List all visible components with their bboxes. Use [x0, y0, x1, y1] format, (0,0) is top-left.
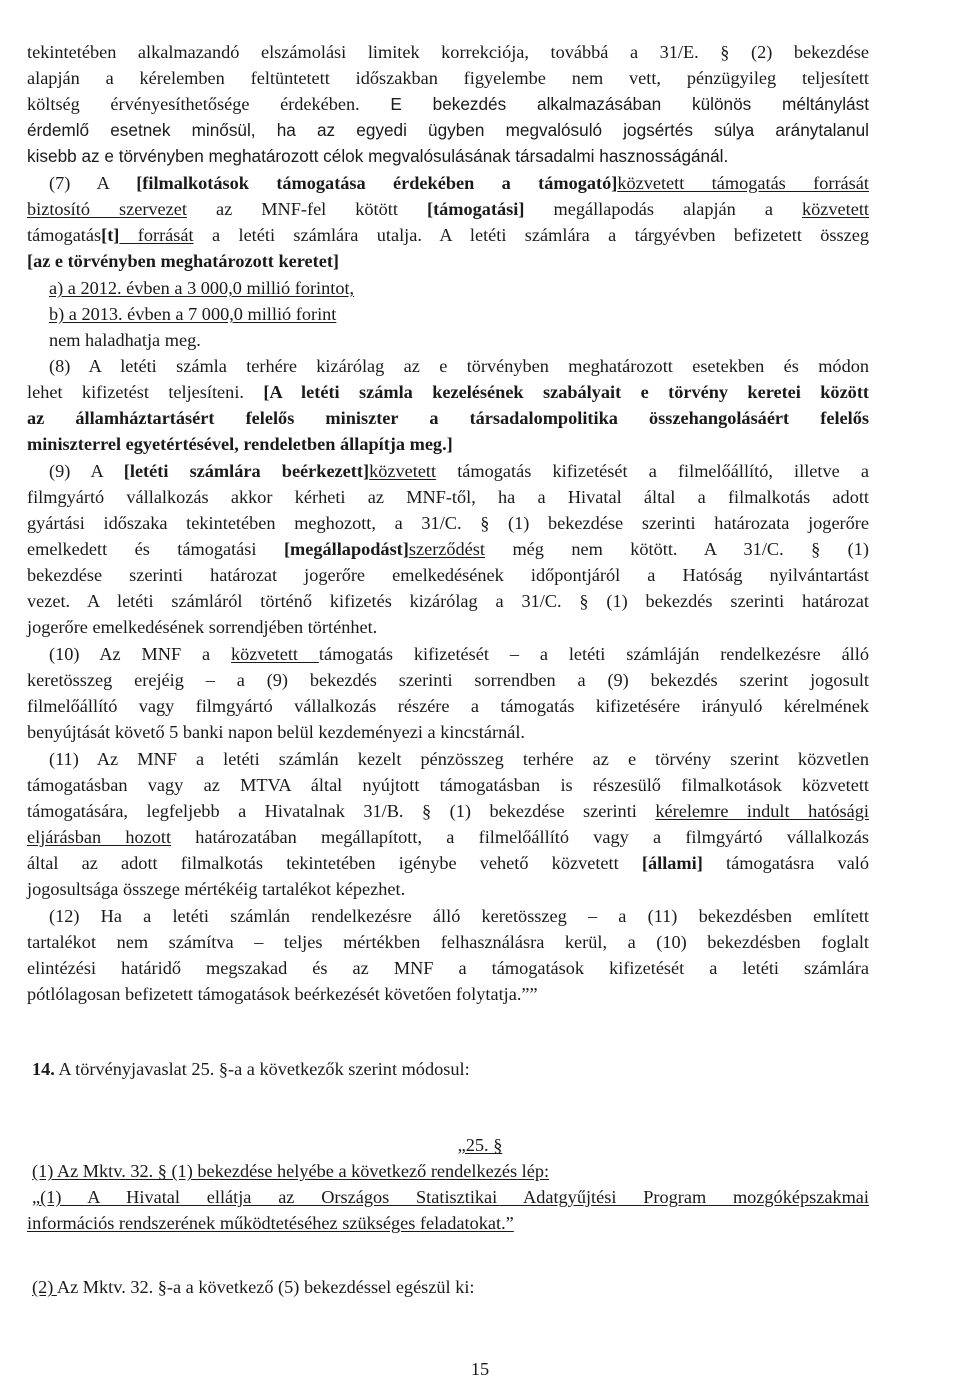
text-line [27, 851, 869, 875]
deleted-text-line: az államháztartásért felelős miniszter a társadalompolitika összehangolásáért felelős [27, 408, 869, 428]
text-line [27, 537, 869, 561]
text-line [27, 197, 869, 221]
text-span: támogatásra való [726, 853, 869, 873]
text-line: filmgyártó vállalkozás akkor kérheti az MNF-től, ha a Hivatal által a filmalkotás adott [27, 487, 869, 507]
text-span: támogatás [27, 225, 102, 245]
paragraph-12-start: (12) Ha a letéti számlán rendelkezésre álló keretösszeg – a (11) bekezdésben említett [49, 906, 869, 926]
text-line [27, 825, 869, 849]
text-span: emelkedett és támogatási [27, 539, 257, 559]
text-span: támogatására, legfeljebb a Hivatalnak 31/B. § (1) bekezdése szerinti [27, 801, 637, 821]
text-line: gyártási időszaka tekintetében meghozott, a 31/C. § (1) bekezdése szerinti határozata jogerőre [27, 513, 869, 533]
text-line: támogatásban vagy az MTVA által nyújtott támogatásban is részesülő filmalkotások közvetett [27, 775, 869, 795]
inserted-text-line: érdemlő esetnek minősül, ha az egyedi ügyben megvalósuló jogsértés súlya aránytalanul [27, 120, 869, 140]
section-heading [0, 1133, 960, 1157]
text-span: (7) A [49, 173, 109, 193]
deleted-text: [letéti számlára beérkezett] [123, 461, 370, 481]
text-line: nem haladhatja meg. [49, 330, 201, 350]
text-line: tartalékot nem számítva – teljes mértékben felhasználásra kerül, a (10) bekezdésben foglalt [27, 932, 869, 952]
text-line: bekezdése szerinti határozat jogerőre emelkedésének időpontjáról a Hatóság nyilvántartást [27, 565, 869, 585]
inserted-text: „25. § [457, 1135, 503, 1155]
text-line: vezet. A letéti számláról történő kifizetés kizárólag a 31/C. § (1) bekezdés szerinti határozat [27, 591, 869, 611]
text-span: az MNF-fel kötött [216, 199, 398, 219]
inserted-text: közvetett támogatás forrását [617, 173, 869, 193]
text-span: Az Mktv. 32. §-a a következő (5) bekezdéssel egészül ki: [56, 1277, 475, 1297]
text-line: pótlólagosan befizetett támogatások beérkezését követően folytatja.”” [27, 984, 538, 1004]
inserted-text-line: (1) Az Mktv. 32. § (1) bekezdése helyébe a következő rendelkezés lép: [32, 1161, 550, 1181]
text-line [27, 799, 869, 823]
text-line: keretösszeg erejéig – a (9) bekezdés szerinti sorrendben a (9) bekezdés szerint jogosult [27, 670, 869, 690]
page-number: 15 [470, 1359, 490, 1379]
text-line [27, 92, 869, 116]
inserted-text: közvetett [231, 644, 319, 664]
inserted-text: szerződést [408, 539, 485, 559]
inserted-text-line: „(1) A Hivatal ellátja az Országos Statisztikai Adatgyűjtési Program mozgóképszakmai [32, 1187, 869, 1207]
text-line: filmelőállító vagy filmgyártó vállalkozás részére a támogatás kifizetésére irányuló kérelmének [27, 696, 869, 716]
deleted-text-line: [az e törvényben meghatározott keretet] [27, 251, 340, 271]
amendment-number: 14. [32, 1059, 55, 1079]
inserted-text-line: kisebb az e törvényben meghatározott célok megvalósulásának társadalmi hasznosságánál. [27, 146, 729, 166]
inserted-text-line: információs rendszerének működtetéséhez szükséges feladatokat.” [27, 1213, 514, 1233]
deleted-text: [t] [101, 225, 120, 245]
text-span: határozatában megállapított, a filmelőállító vagy a filmgyártó vállalkozás [195, 827, 869, 847]
text-line [32, 1275, 475, 1299]
text-span: megállapodás alapján a [553, 199, 773, 219]
paragraph-9-start [49, 459, 869, 483]
text-line [27, 223, 869, 247]
paragraph-7-start [49, 171, 869, 195]
text-line: tekintetében alkalmazandó elszámolási limitek korrekciója, továbbá a 31/E. § (2) bekezdése [27, 42, 869, 62]
text-span: (9) A [49, 461, 103, 481]
text-span: (10) Az MNF a [49, 644, 211, 664]
text-span: A törvényjavaslat 25. §-a a következők szerint módosul: [58, 1059, 470, 1079]
list-item-b: b) a 2013. évben a 7 000,0 millió forint [49, 304, 337, 324]
inserted-text: (2) [32, 1277, 57, 1297]
paragraph-10-start [49, 642, 869, 666]
text-line: jogosultsága összege mértékéig tartalékot képezhet. [27, 879, 406, 899]
deleted-text: [filmalkotások támogatása érdekében a támogató] [136, 173, 618, 193]
text-line [27, 380, 869, 404]
text-line: alapján a kérelemben feltüntetett időszakban figyelembe nem vett, pénzügyileg teljesített [27, 68, 869, 88]
deleted-text-line: miniszterrel egyetértésével, rendeletben állapítja meg.] [27, 434, 453, 454]
text-span: A letéti számlára a tárgyévben befizetett összeg [439, 225, 870, 245]
deleted-text: [állami] [641, 853, 703, 873]
deleted-text: [megállapodást] [283, 539, 409, 559]
text-span: a letéti számlára utalja. [212, 225, 422, 245]
inserted-text: közvetett [801, 199, 869, 219]
text-line: benyújtását követő 5 banki napon belül kezdeményezi a kincstárnál. [27, 722, 525, 742]
text-span: támogatás kifizetését a filmelőállító, illetve a [457, 461, 869, 481]
text-line: jogerőre emelkedésének sorrendjében történhet. [27, 617, 378, 637]
inserted-text: eljárásban hozott [27, 827, 172, 847]
inserted-text: közvetett [369, 461, 437, 481]
paragraph-8-start: (8) A letéti számla terhére kizárólag az e törvényben meghatározott esetekben és módon [49, 356, 869, 376]
deleted-text: [A letéti számla kezelésének szabályait e törvény keretei között [263, 382, 870, 402]
inserted-text: forrását [119, 225, 194, 245]
paragraph-11-start: (11) Az MNF a letéti számlán kezelt pénzösszeg terhére az e törvény szerint közvetlen [49, 749, 869, 769]
text-span: lehet kifizetést teljesíteni. [27, 382, 244, 402]
list-item-a: a) a 2012. évben a 3 000,0 millió forintot, [49, 278, 355, 298]
deleted-text: [támogatási] [426, 199, 525, 219]
inserted-text: E bekezdés alkalmazásában különös méltánylást [390, 94, 869, 114]
text-span: költség érvényesíthetősége érdekében. [27, 94, 360, 114]
amendment-14-heading [32, 1057, 470, 1081]
inserted-text: kérelemre indult hatósági [655, 801, 869, 821]
text-line: elintézési határidő megszakad és az MNF a támogatások kifizetését a letéti számlára [27, 958, 869, 978]
inserted-text: biztosító szervezet [27, 199, 187, 219]
text-span: támogatás kifizetését – a letéti számláján rendelkezésre álló [318, 644, 869, 664]
text-span: által az adott filmalkotás tekintetében igénybe vehető közvetett [27, 853, 619, 873]
text-span: még nem kötött. A 31/C. § (1) [512, 539, 869, 559]
